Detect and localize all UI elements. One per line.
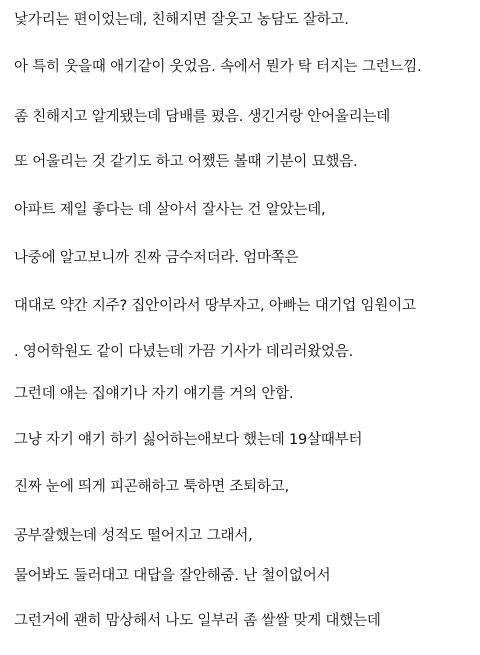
text-line: 좀 친해지고 알게됐는데 담배를 폈음. 생긴거랑 안어울리는데	[14, 109, 391, 125]
text-line: 또 어울리는 것 같기도 하고 어쨌든 볼때 기분이 묘했음.	[14, 154, 358, 170]
text-line: . 영어학원도 같이 다녔는데 가끔 기사가 데리러왔었음.	[14, 344, 354, 360]
text-line: 아파트 제일 좋다는 데 살아서 잘사는 건 알았는데,	[14, 202, 326, 218]
text-line: 그런거에 괜히 맘상해서 나도 일부러 좀 쌀쌀 맞게 대했는데	[14, 613, 381, 629]
text-line: 물어봐도 둘러대고 대답을 잘안해줌. 난 철이없어서	[14, 568, 331, 584]
text-line: 나중에 알고보니까 진짜 금수저더라. 엄마쪽은	[14, 250, 299, 266]
text-line: 아 특히 웃을때 애기같이 웃었음. 속에서 뭔가 탁 터지는 그런느낌.	[14, 59, 422, 75]
text-line: 대대로 약간 지주? 집안이라서 땅부자고, 아빠는 대기업 임원이고	[14, 298, 416, 314]
text-line: 진짜 눈에 띄게 피곤해하고 툭하면 조퇴하고,	[14, 479, 289, 495]
text-line: 공부잘했는데 성적도 떨어지고 그래서,	[14, 528, 253, 544]
text-line: 그냥 자기 얘기 하기 싫어하는애보다 했는데 19살때부터	[14, 432, 363, 448]
text-line: 낯가리는 편이었는데, 친해지면 잘웃고 농담도 잘하고.	[14, 12, 349, 28]
text-line: 그런데 애는 집얘기나 자기 얘기를 거의 안함.	[14, 386, 294, 402]
